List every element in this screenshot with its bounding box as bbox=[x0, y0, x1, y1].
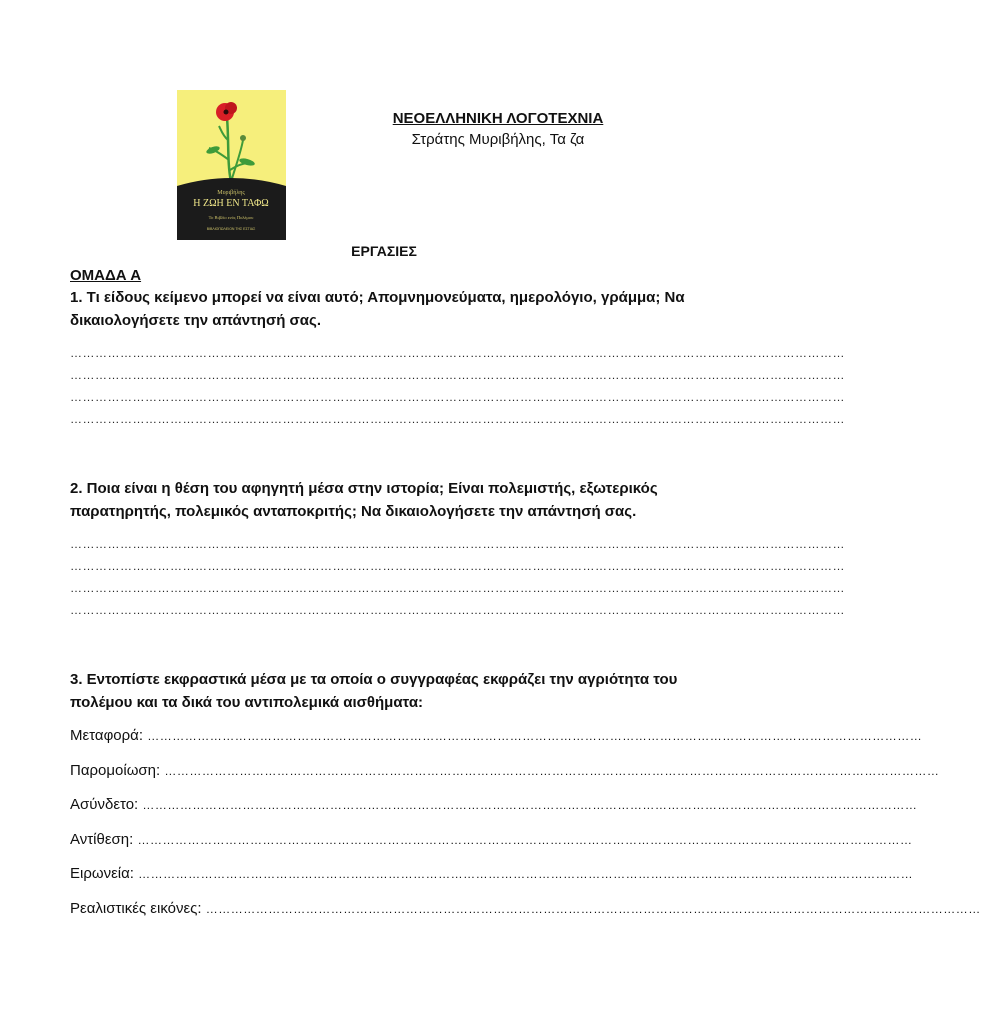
book-cover-image bbox=[177, 90, 286, 240]
device-label: Ασύνδετο: bbox=[70, 796, 139, 813]
device-label: Ρεαλιστικές εικόνες: bbox=[70, 900, 202, 917]
device-row[interactable] bbox=[70, 865, 914, 883]
device-label: Παρομοίωση: bbox=[70, 762, 161, 779]
answer-line[interactable]: …………………………………………………………………………………………………………………………………………………………………… bbox=[70, 581, 845, 595]
question-1: 1. Τι είδους κείμενο μπορεί να είναι αυτό; Απομνημονεύματα, ημερολόγιο, γράμμα; Να δικαιολογήσετε την απάντησή σας. bbox=[70, 289, 685, 329]
svg-text:Μυριβήλης: Μυριβήλης bbox=[217, 190, 245, 196]
answer-line[interactable]: …………………………………………………………………………………………………………………………………………………………………… bbox=[70, 603, 845, 617]
device-row[interactable] bbox=[70, 796, 918, 814]
device-row[interactable] bbox=[70, 762, 940, 780]
svg-text:Το Βιβλίο ενός Πολέμου: Το Βιβλίο ενός Πολέμου bbox=[208, 215, 254, 220]
answer-line[interactable]: …………………………………………………………………………………………………………………………………………………………………… bbox=[70, 559, 845, 573]
device-row[interactable] bbox=[70, 727, 923, 745]
answer-line[interactable]: …………………………………………………………………………………………………………………………………………………………………… bbox=[142, 798, 918, 812]
answer-line[interactable]: …………………………………………………………………………………………………………………………………………………………………… bbox=[70, 412, 845, 426]
question-3: 3. Εντοπίστε εκφραστικά μέσα με τα οποία ο συγγραφέας εκφράζει την αγριότητα του πολέμου και τα δικά του αντιπολεμικά αισθήματα: bbox=[70, 671, 678, 711]
answer-line[interactable]: …………………………………………………………………………………………………………………………………………………………………… bbox=[138, 867, 914, 881]
device-row[interactable] bbox=[70, 900, 981, 918]
book-cover-art bbox=[177, 90, 286, 240]
answer-line[interactable]: …………………………………………………………………………………………………………………………………………………………………… bbox=[205, 902, 981, 916]
tasks-heading: ΕΡΓΑΣΙΕΣ bbox=[351, 243, 417, 259]
group-label: ΟΜΑΔΑ Α bbox=[70, 267, 142, 284]
answer-line[interactable]: …………………………………………………………………………………………………………………………………………………………………… bbox=[70, 346, 845, 360]
answer-line[interactable]: …………………………………………………………………………………………………………………………………………………………………… bbox=[147, 729, 923, 743]
answer-line[interactable]: …………………………………………………………………………………………………………………………………………………………………… bbox=[137, 833, 913, 847]
answer-line[interactable]: …………………………………………………………………………………………………………………………………………………………………… bbox=[164, 764, 940, 778]
device-label: Ειρωνεία: bbox=[70, 865, 134, 882]
document-title: ΝΕΟΕΛΛΗΝΙΚΗ ΛΟΓΟΤΕΧΝΙΑ bbox=[392, 110, 604, 127]
device-row[interactable] bbox=[70, 831, 913, 849]
device-label: Μεταφορά: bbox=[70, 727, 144, 744]
svg-text:ΒΙΒΛΙΟΠΩΛΕΙΟΝ ΤΗΣ ΕΣΤΙΑΣ: ΒΙΒΛΙΟΠΩΛΕΙΟΝ ΤΗΣ ΕΣΤΙΑΣ bbox=[206, 227, 256, 231]
answer-line[interactable]: …………………………………………………………………………………………………………………………………………………………………… bbox=[70, 390, 845, 404]
answer-line[interactable]: …………………………………………………………………………………………………………………………………………………………………… bbox=[70, 537, 845, 551]
svg-text:Η ΖΩΗ ΕΝ ΤΑΦΩ: Η ΖΩΗ ΕΝ ΤΑΦΩ bbox=[193, 198, 269, 209]
device-label: Αντίθεση: bbox=[70, 831, 134, 848]
question-2: 2. Ποια είναι η θέση του αφηγητή μέσα στην ιστορία; Είναι πολεμιστής, εξωτερικός παρατηρητής, πολεμικός ανταποκριτής; Να δικαιολογήσετε την απάντησή σας. bbox=[70, 480, 658, 520]
document-subtitle: Στράτης Μυριβήλης, Τα ζα bbox=[411, 131, 585, 148]
answer-line[interactable]: …………………………………………………………………………………………………………………………………………………………………… bbox=[70, 368, 845, 382]
